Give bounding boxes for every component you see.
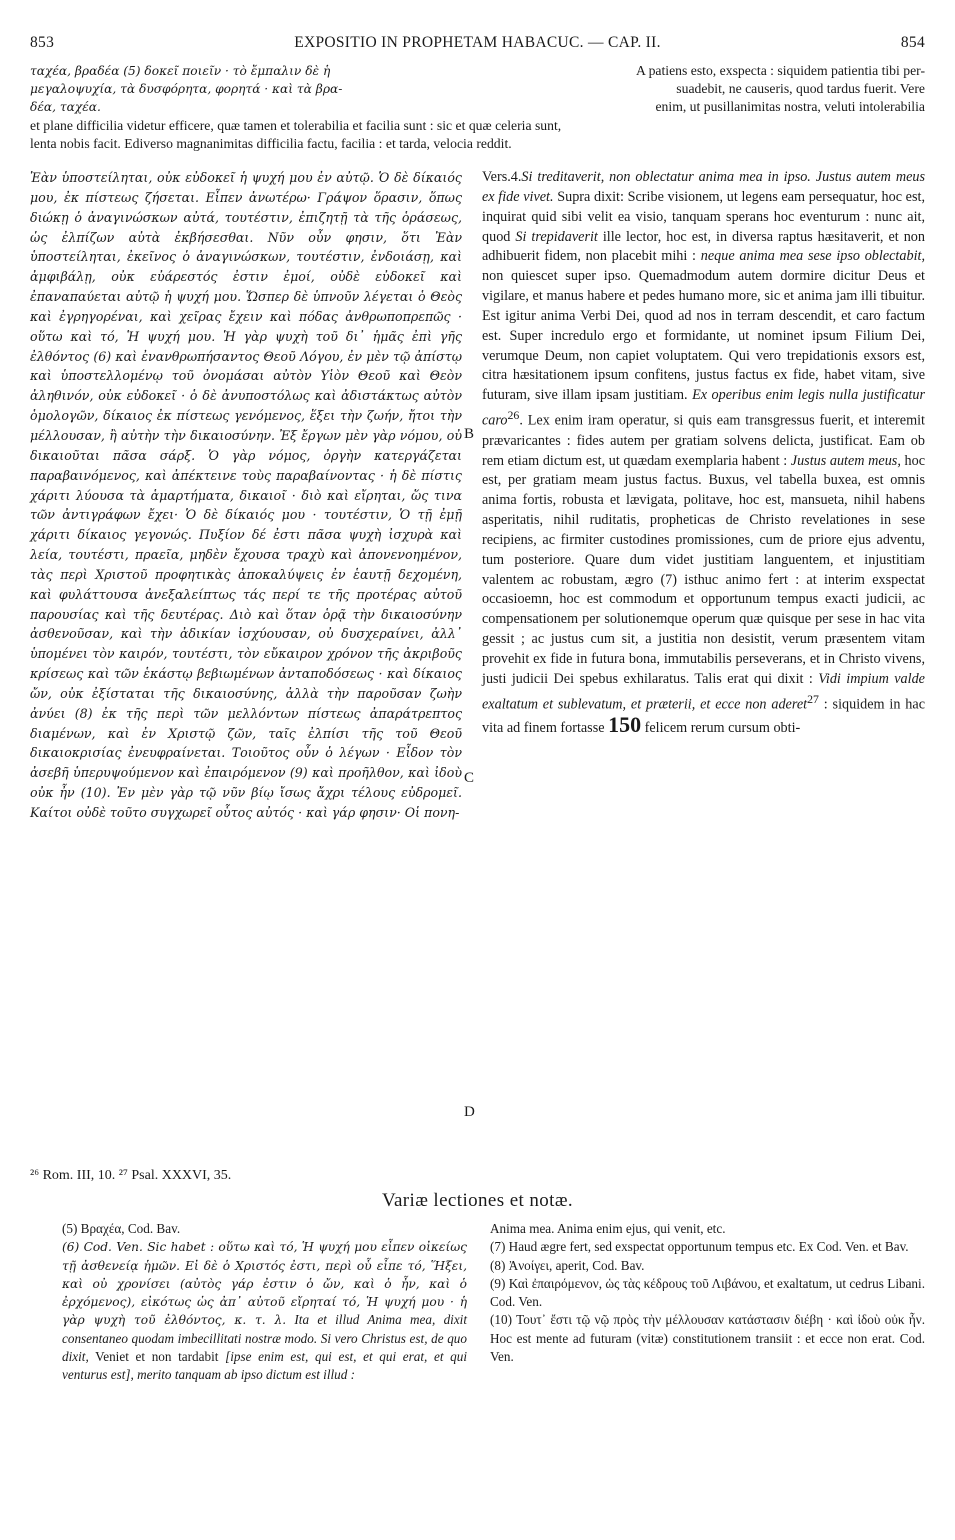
footnotes: ²⁶ Rom. III, 10. ²⁷ Psal. XXXVI, 35. [30,1168,232,1183]
page-number-left: 853 [30,34,55,51]
page-number-right: 854 [900,34,925,51]
latin-text-2: ille lector, hoc est, in diversa raptus hæsitaverit, et non adhibuerit fidem, non placebit mihi : [482,228,925,265]
greek-commentary: Ἐὰν ὑποστείληται, οὐκ εὐδοκεῖ ἡ ψυχή μου ἐν αὐτῷ. Ὁ δὲ δίκαιός μου, ἐκ πίστεως ζήσεται. Εἶπεν ἀνωτέρω· Γράψον ὅρασιν, ὅπως διώκῃ ὁ ἀναγινώσκων αὐτά, τουτέστιν, ἐπιζητῇ τὰ τῆς ὁράσεως, ὡς ἐλπίζων αὐτὰ ἐκβήσεσθαι. Νῦν οὖν φησιν, ὅτι Ἐὰν ὑποστείληται, ἐκεῖνος ὁ ἀναγινώσκων, τουτέστιν, ἐνδοιάσῃ, καὶ ἀμφιβάλῃ, οὐκ εὐάρεστός ἐστιν ἐμοί, οὐδὲ εὐδοκεῖ καὶ ἐπαναπαύεται αὐτῷ ἡ ψυχή μου. Ὥσπερ δὲ ὑπνοῦν λέγεται ὁ Θεὸς καὶ ἐγρηγορέναι, καὶ χεῖρας ἔχειν καὶ πόδας ἀνθρωποπρεπῶς · οὕτω καὶ τό, Ἡ ψυχή μου. Ἡ γὰρ ψυχὴ τοῦ δι᾽ ἡμᾶς ἐπὶ γῆς ἐλθόντος (6) καὶ ἐνανθρωπήσαντος Θεοῦ Λόγου, ἐν μὲν τῷ ἀπίστῳ καὶ ὑποστελλομένῳ τοῦ ὀνομάσαι αὐτὸν Υἱὸν Θεοῦ καὶ Θεὸν ἀληθινόν, οὐκ εὐδοκεῖ · ὁ δὲ ἀνυποστόλως καὶ ἀδιστάκτως αὐτὸν ὁμολογῶν, δίκαιος ἐκ πίστεως γενόμενος, ἕξει τὴν ζωήν, ἤτοι τὴν μέλλουσαν, ἢ αὐτὴν τὴν δικαιοσύνην. Ἐξ ἔργων μὲν γὰρ νόμου, οὐ δικαιοῦται πᾶσα σάρξ. Ὁ γὰρ νόμος, ὀργὴν κατεργάζεται παραβαινόμενος, καὶ ἀπέκτεινε τοὺς παραβαίνοντας · ἡ δὲ πίστις χάριτι λύουσα τὰ ἁμαρτήματα, δικαιοῖ · διὸ καὶ εἴρηται, ὥς τινα τῶν ἀντιγράφων ἔχει· Ὁ δὲ δίκαιός μου · τουτέστιν, Ὁ τῇ ἐμῇ χάριτι δίκαιος γεγονώς. Πυξίον δέ ἐστι πᾶσα ψυχὴ ἰσχυρὰ καὶ λεία, τουτέστι, πραεῖα, μηδὲν ἔχουσα τραχὺ καὶ ἀπονενοημένον, τὰς περὶ Χριστοῦ προφητικὰς ἀποκαλύψεις ἐν ἑαυτῇ δεχομένη, καὶ φυλάττουσα ἀνεξαλείπτως τάς περί τε τῆς προτέρας αὐτοῦ παρουσίας καὶ τῆς δευτέρας. Διὸ καὶ ὅταν ὁρᾷ τὴν δικαιοσύνην ἀσθενοῦσαν, καὶ τὴν ἀδικίαν ἰσχύουσαν, οὐ δυσχεραίνει, ἀλλ᾽ ὑπομένει τὸν καιρόν, τουτέστι, τὸν εὔκαιρον χρόνον τῆς ἀκριβοῦς κρίσεως καὶ τῶν ἑκάστῳ βεβιωμένων ἀνταποδόσεως · καὶ δίκαιος ὤν, οὐκ ἐξίσταται τῆς δικαιοσύνης, ἀλλὰ τὴν παροῦσαν ζωὴν ἀνύει (8) ἐκ τῆς περὶ τῶν μελλόντων πίστεως ἀπαράτρεπτος διαμένων, καὶ ἐν Χριστῷ ζῶν, ταῖς ἐλπίσι τῆς τοῦ Θεοῦ δικαιοκρισίας ἐνευφραίνεται. Τοιοῦτος οὖν ὁ λέγων · Εἶδον τὸν ἀσεβῆ ὑπερυψούμενον καὶ ἐπαιρόμενον (9) καὶ προῆλθον, καὶ ἰδοὺ οὐκ ἦν (10). Ἐν μὲν γὰρ τῷ νῦν βίῳ ἴσως ἄχρι τέλους εὐδρομεῖ. Καίτοι οὐδὲ τοῦτο συγχωρεῖ οὗτος αὐτός · καὶ γάρ φησιν· Οἱ πονη- [30,170,462,820]
full-line-1: et plane difficilia videtur efficere, quæ tamen et tolerabilia et facilia sunt : sic et quæ celeria sunt, [30,117,562,133]
latin-line-1: patiens esto, exspecta : siquidem patientia tibi per- [648,63,925,78]
latin-lemma-3: neque anima mea sese ipso oblectabit, [700,248,925,265]
latin-lemma-2: Si trepidaverit [515,228,598,245]
footnote-ref-27: 27 [807,691,819,706]
note-6 [62,1238,467,1384]
verse-lemma: Si treditaverit, non oblectatur anima mea in ipso. Justus autem meus ex fide vivet. [482,169,925,205]
note-6-latin-a: Ita et illud Anima mea, dixit consentaneo quodam imbecillitati nostræ modo. Si vero Christus est, de quo dixit, [62,1312,468,1365]
latin-column [482,168,925,739]
verse-label: Vers.4. [482,169,522,185]
note-8: (8) Ἀνοίγει, aperit, Cod. Bav. [490,1257,645,1273]
column-number: 150 [608,712,642,738]
latin-text-5: hoc est, per gratiam meam justus factus. Buxus, vel tabella buxea, est omnis anima fortis, robusta et lævigata, politave, hoc est, mansueta, nihil habens asperitatis, nihil ruditatis, propheticas de Christo revelationes in sese recipiens, ac firmiter custodines promissiones, cum de priore ejus adventu, tum posteriore. Quare dum videt justitiam languentem, et injustitiam valentem ac robustam, ægro (7) isthuc animo fert : at interim exspectat occasioemn, hoc est commodum et opportunum tempus exacti judicii, ac compensationem per solutionemque operum quæ quisque per sese in hac vita gessit ; ac justus cum sit, a justitia non desistit, verum præsentem vitam provehit ex fide in futura bona, immutabilis perseverans, et in Christo vivens, justi judicii Dei spebus exhilaratus. Talis erat qui dixit : [482,452,925,687]
footnote-ref-26: 26 [507,408,520,423]
latin-text-3: non quiescet super ipso. Quemadmodum autem dormire dicitur Deus et vigilare, et manus habere et pedes humano more, sic et anima jam illi tibuitur. Est igitur anima Verbi Dei, quod ad nos in terram descendit, et caro factum est. Super incredulo ergo et formidante, ut nominet ipsum Filium Dei, verumque Deum, non capiet voluptatem. Qui vero trepidationis exsors est, citra hæsitationem ipsum confitens, justus factus ex fide, habet vitam, sive futuram, sive illam ipsam justitiam. [482,268,925,404]
note-6-cont: Anima mea. Anima enim ejus, qui venit, etc. [490,1221,726,1236]
note-7: (7) Haud ægre fert, sed exspectat opportunum tempus etc. Ex Cod. Ven. et Bav. [490,1239,909,1255]
margin-marker-c: C [464,770,475,786]
opening-block [30,62,925,153]
latin-text-6: : siquidem in hac vita ad finem fortasse [482,696,925,737]
note-5: (5) Βραχέα, Cod. Bav. [62,1221,181,1236]
running-title: EXPOSITIO IN PROPHETAM HABACUC. — CAP. II. [294,34,661,51]
latin-line-2: suadebit, ne causeris, quod tardus fuerit. Vere [676,81,925,97]
greek-line-3: δέα, ταχέα. [30,100,101,115]
latin-lemma-4: Ex operibus enim legis nulla justificatur caro [482,387,925,429]
latin-lemma-6: Vidi impium valde exaltatum et sublevatum, et præterii, et ecce non aderet [482,670,925,713]
margin-marker-a: A [636,63,646,78]
note-6-latin-c: [ipse enim est, qui est, et qui erat, et qui venturus est], merito tanquam ab ipso dictum est illud : [62,1349,467,1383]
margin-marker-b: B [464,426,475,442]
note-9: (9) Καὶ ἐπαιρόμενον, ὡς τὰς κέδρους τοῦ Λιβάνου, et exaltatum, ut cedrus Libani. Cod. Ven. [490,1275,925,1310]
latin-text-1: Supra dixit: Scribe visionem, ut legens eam persequatur, hoc est, inquirat quid sibi velit ea visio, tanquam sperans hoc eventurum : nunc ait, quod [482,188,925,245]
full-line-2: lenta nobis facit. Ediverso magnanimitas difficilia factu, facilia : et tarda, velocia reddit. [30,135,512,151]
latin-commentary [482,168,925,739]
note-10: (10) Τουτ᾽ ἔστι τῷ νῷ πρὸς τὴν μέλλουσαν κατάστασιν διέβη · καὶ ἰδοὺ οὐκ ἦν. Hoc est mente ad futuram (vitæ) constitutionem transiit : et ecce non erat. Cod. Ven. [490,1312,925,1365]
note-6-latin-b: Veniet et non tardabit [95,1349,219,1365]
greek-line-1: ταχέα, βραδέα (5) δοκεῖ ποιεῖν · τὸ ἔμπαλιν δὲ ἡ [30,64,331,78]
margin-marker-d: D [464,1104,475,1120]
note-6-greek: (6) Cod. Ven. Sic habet : οὕτω καὶ τό, Ἡ ψυχή μου εἶπεν οἰκείως τῇ ἀσθενείᾳ ἡμῶν. Εἰ δὲ ὁ Χριστός ἐστι, περὶ οὗ εἶπε τό, Ἥξει, καὶ οὐ χρονίσει (αὐτὸς γάρ ἐστιν ὁ ὤν, καὶ ὁ ἦν, καὶ ὁ ἐρχόμενος), εἰκότως ὡς ἀπ᾽ αὐτοῦ εἴρηταί τό, Ἡ ψυχή μου · ἡ γὰρ ψυχὴ τοῦ ἐλθόντος, κ. τ. λ. [62,1240,467,1328]
variae-title: Variæ lectiones et notæ. [381,1190,574,1211]
greek-column [30,168,462,823]
variae-left-column [62,1220,467,1385]
latin-line-3: enim, ut pusillanimitas nostra, veluti intolerabilia [655,99,925,115]
variae-right-column [490,1220,925,1366]
page-header [30,34,925,58]
latin-text-end: felicem rerum cursum obti- [644,720,801,737]
greek-line-2: μεγαλοψυχία, τὰ δυσφόρητα, φορητά · καὶ τὰ βρα- [30,82,343,97]
latin-lemma-5: Justus autem meus, [790,452,901,469]
latin-text-4: . Lex enim iram operatur, si quis eam transgressus fuerit, et interemit prævaricantes : fides autem per gratiam solvens delicta, justificat. Eam ob rem etiam dictum est, ut quædam exemplaria habent : [482,412,925,469]
